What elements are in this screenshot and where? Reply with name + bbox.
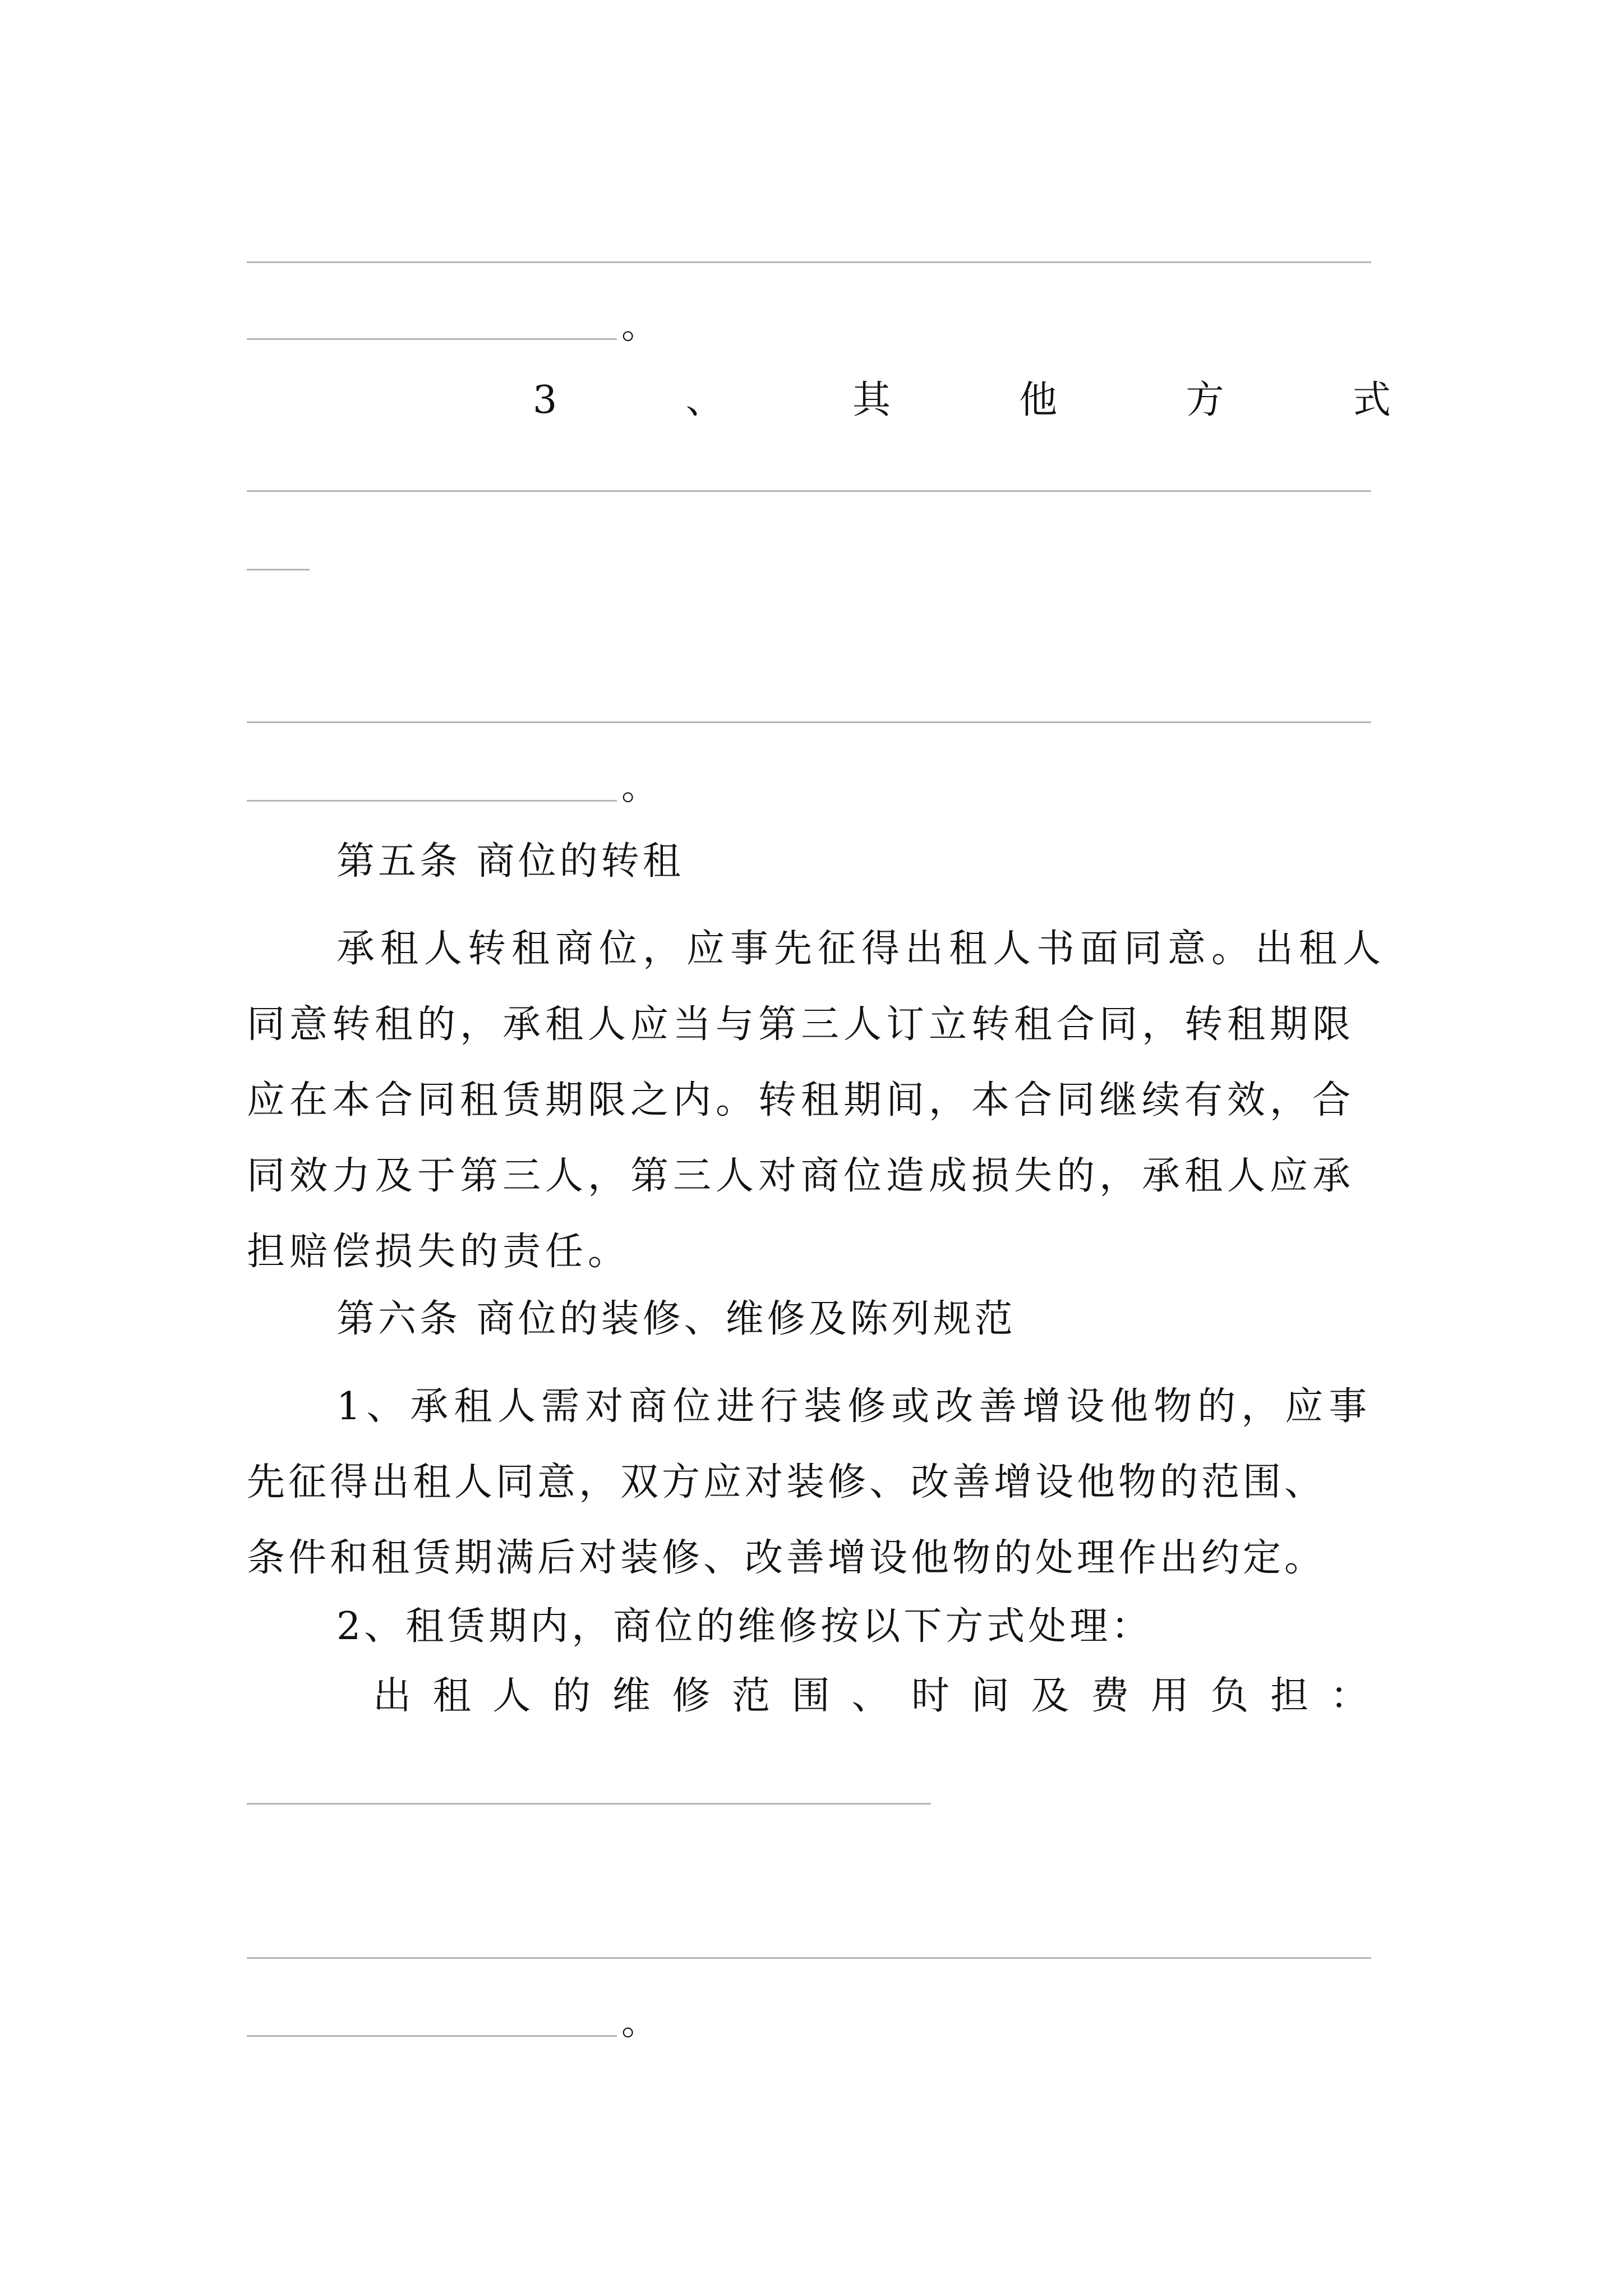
period-mark: 。 <box>621 2002 657 2044</box>
spread-char: 用 <box>1150 1674 1189 1718</box>
blank-line <box>247 569 310 570</box>
article-6-heading: 第六条 商位的装修、维修及陈列规范 <box>336 1297 1016 1341</box>
spread-char: 时 <box>911 1674 950 1718</box>
paragraph-line: 同意转租的，承租人应当与第三人订立转租合同，转租期限 <box>247 1002 1355 1047</box>
period-mark: 。 <box>621 767 657 808</box>
spread-char: 修 <box>672 1674 711 1718</box>
spread-char: 其 <box>852 378 891 422</box>
spread-char: 式 <box>1352 378 1391 422</box>
spread-char: ： <box>1330 1674 1368 1718</box>
spread-char: 租 <box>432 1674 471 1718</box>
blank-line <box>247 1957 1371 1959</box>
spread-char: 维 <box>612 1674 651 1718</box>
spread-char: 出 <box>373 1674 412 1718</box>
article-6-item-1 <box>247 1369 1391 1596</box>
spread-char: 负 <box>1210 1674 1249 1718</box>
blank-line <box>247 338 617 340</box>
paragraph-line: 先征得出租人同意，双方应对装修、改善增设他物的范围、 <box>247 1460 1326 1504</box>
spread-char: 范 <box>732 1674 771 1718</box>
spread-char: 费 <box>1091 1674 1129 1718</box>
article-6-item-2: 2、租赁期内，商位的维修按以下方式处理： <box>336 1604 1153 1649</box>
spread-char: 的 <box>552 1674 591 1718</box>
spread-char: 方 <box>1186 378 1224 422</box>
spread-char: 3 <box>533 378 557 422</box>
spread-char: 人 <box>492 1674 531 1718</box>
spread-char: 间 <box>971 1674 1009 1718</box>
blank-line <box>247 800 617 802</box>
paragraph-line: 应在本合同租赁期限之内。转租期间，本合同继续有效，合 <box>247 1078 1355 1122</box>
lessor-repair-label <box>373 1674 1368 1718</box>
spread-char: 他 <box>1019 378 1058 422</box>
paragraph-line: 同效力及于第三人，第三人对商位造成损失的，承租人应承 <box>247 1154 1355 1198</box>
blank-line <box>247 2035 617 2037</box>
period-mark: 。 <box>621 306 657 347</box>
paragraph-line: 条件和租赁期满后对装修、改善增设他物的处理作出约定。 <box>247 1536 1326 1580</box>
article-5-heading: 第五条 商位的转租 <box>336 839 684 884</box>
blank-line <box>247 1803 931 1805</box>
spread-char: 担 <box>1270 1674 1309 1718</box>
spread-char: 及 <box>1031 1674 1069 1718</box>
blank-line <box>247 261 1371 263</box>
blank-line <box>247 490 1371 492</box>
spread-char: 围 <box>791 1674 830 1718</box>
paragraph-line: 1、承租人需对商位进行装修或改善增设他物的，应事 <box>336 1384 1373 1429</box>
paragraph-line: 担赔偿损失的责任。 <box>247 1230 631 1274</box>
other-method-label <box>533 378 1391 422</box>
article-5-body <box>247 911 1387 1290</box>
spread-char: 、 <box>851 1674 890 1718</box>
blank-line <box>247 721 1371 723</box>
paragraph-line: 承租人转租商位，应事先征得出租人书面同意。出租人 <box>336 927 1387 971</box>
spread-char: 、 <box>685 378 724 422</box>
